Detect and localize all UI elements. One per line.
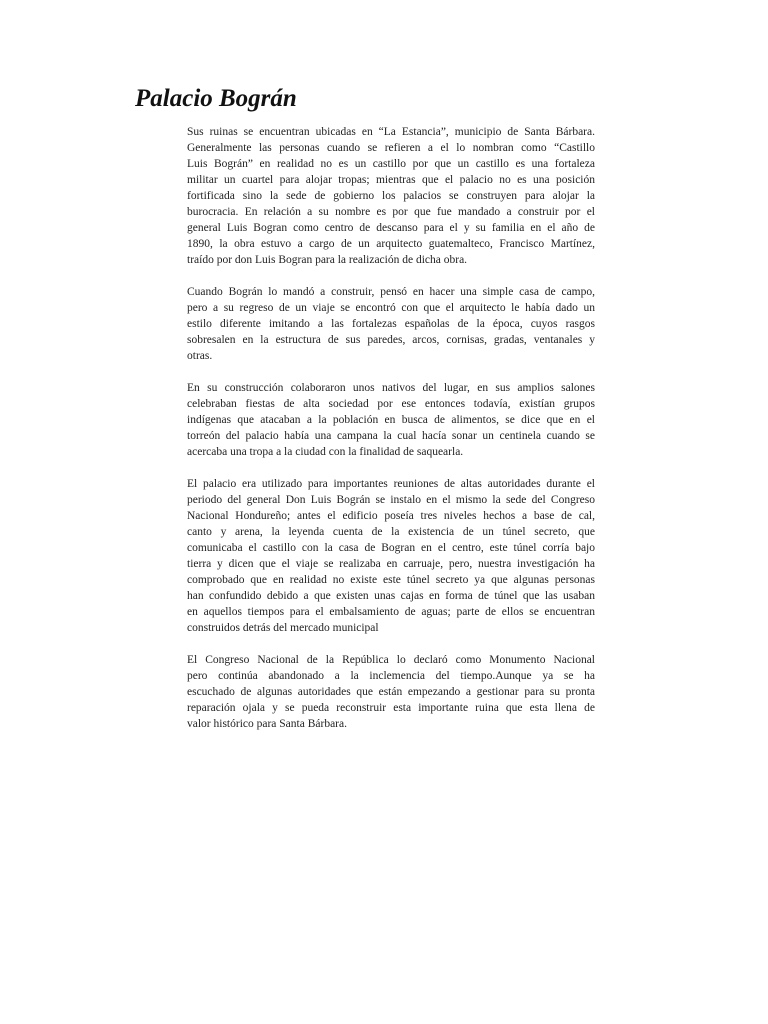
text-line: torreón del palacio había una campana la cual hacía sonar un centinela cuando se — [187, 430, 595, 442]
text-line: acercaba una tropa a la ciudad con la finalidad de saquearla. — [187, 446, 464, 458]
text-line: El Congreso Nacional de la República lo declaró como Monumento Nacional — [187, 654, 595, 666]
paragraph-1 — [187, 124, 595, 268]
text-line: en aquellos tiempos para el embalsamiento de aguas; parte de ellos se encuentran — [187, 606, 595, 618]
text-line: escuchado de algunas autoridades que están empezando a gestionar para su pronta — [187, 686, 595, 698]
paragraph-2 — [187, 284, 595, 364]
text-line: reparación ojala y se pueda reconstruir esta importante ruina que esta llena de — [187, 702, 595, 714]
text-line: burocracia. En relación a su nombre es por que fue mandado a construir por el — [187, 206, 595, 218]
text-line: comunicaba el castillo con la casa de Bogran en el centro, este túnel corría bajo — [187, 542, 595, 554]
text-line: Sus ruinas se encuentran ubicadas en “La Estancia”, municipio de Santa Bárbara. — [187, 126, 595, 138]
text-line: estilo diferente imitando a las fortalezas españolas de la época, cuyos rasgos — [187, 318, 595, 330]
text-line: sobresalen en la estructura de sus paredes, arcos, cornisas, gradas, ventanales y — [187, 334, 595, 346]
text-line: tierra y dicen que el viaje se realizaba en carruaje, pero, nuestra investigación ha — [187, 558, 595, 570]
text-line: militar un cuartel para alojar tropas; mientras que el palacio no es una posición — [187, 174, 595, 186]
text-line: traído por don Luis Bogran para la realización de dicha obra. — [187, 254, 468, 266]
text-line: construidos detrás del mercado municipal — [187, 622, 379, 634]
text-line: El palacio era utilizado para importantes reuniones de altas autoridades durante el — [187, 478, 595, 490]
text-line: periodo del general Don Luis Bográn se instalo en el mismo la sede del Congreso — [187, 494, 595, 506]
document-title: Palacio Bográn — [135, 85, 297, 112]
text-line: general Luis Bogran como centro de descanso para el y su familia en el año de — [187, 222, 595, 234]
text-line: pero continúa abandonado a la inclemencia del tiempo.Aunque ya se ha — [187, 670, 595, 682]
text-line: han confundido debido a que existen unas cajas en forma de túnel que las usaban — [187, 590, 595, 602]
paragraph-5 — [187, 652, 595, 732]
paragraph-3 — [187, 380, 595, 460]
document-body — [187, 124, 595, 748]
text-line: indígenas que atacaban a la población en busca de alimentos, se dice que en el — [187, 414, 595, 426]
text-line: Generalmente las personas cuando se refieren a el lo nombran como “Castillo — [187, 142, 595, 154]
text-line: pero a su regreso de un viaje se encontró con que el arquitecto le había dado un — [187, 302, 595, 314]
text-line: 1890, la obra estuvo a cargo de un arquitecto guatemalteco, Francisco Martínez, — [187, 238, 595, 250]
text-line: celebraban fiestas de alta sociedad por ese entonces todavía, existían grupos — [187, 398, 595, 410]
paragraph-4 — [187, 476, 595, 636]
text-line: otras. — [187, 350, 213, 362]
text-line: fortificada sino la sede de gobierno los palacios se construyen para alojar la — [187, 190, 595, 202]
text-line: Luis Bográn” en realidad no es un castillo por que un castillo es una fortaleza — [187, 158, 595, 170]
text-line: valor histórico para Santa Bárbara. — [187, 718, 347, 730]
text-line: canto y arena, la leyenda cuenta de la existencia de un túnel secreto, que — [187, 526, 595, 538]
text-line: En su construcción colaboraron unos nativos del lugar, en sus amplios salones — [187, 382, 595, 394]
text-line: comprobado que en realidad no existe este túnel secreto ya que algunas personas — [187, 574, 595, 586]
text-line: Nacional Hondureño; antes el edificio poseía tres niveles hechos a base de cal, — [187, 510, 595, 522]
text-line: Cuando Bográn lo mandó a construir, pensó en hacer una simple casa de campo, — [187, 286, 595, 298]
